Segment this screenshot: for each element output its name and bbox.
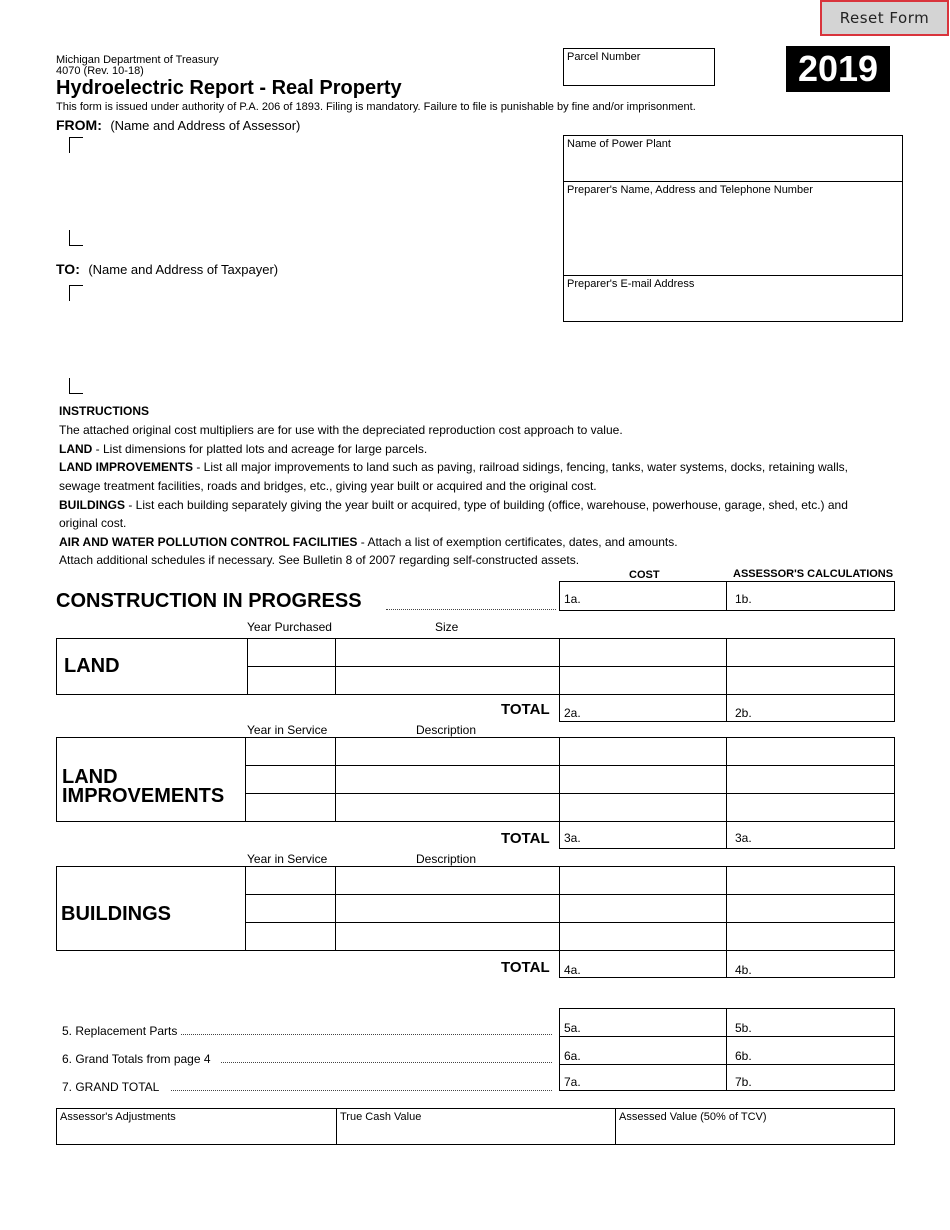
to-corner-bottom xyxy=(69,378,83,394)
parcel-number-label: Parcel Number xyxy=(567,51,641,63)
land-total-cost-field[interactable] xyxy=(559,694,727,722)
to-section xyxy=(56,261,278,279)
land-text: - List dimensions for platted lots and acreage for large parcels. xyxy=(92,442,428,456)
to-label: TO: xyxy=(56,261,80,277)
grand-totals-page4-label: 6. Grand Totals from page 4 xyxy=(62,1052,211,1066)
li-total-cost-field[interactable] xyxy=(559,821,727,849)
bld-description-heading: Description xyxy=(416,852,477,866)
to-corner-top xyxy=(69,285,83,301)
li-row-divider xyxy=(245,793,895,794)
bld-divider xyxy=(726,866,727,951)
grand-total-label: 7. GRAND TOTAL xyxy=(62,1080,160,1094)
power-plant-field[interactable] xyxy=(563,135,903,182)
replacement-parts-assessor-field[interactable] xyxy=(726,1008,895,1037)
grand-total-assessor-label: 7b. xyxy=(735,1075,752,1089)
land-row-divider xyxy=(247,666,895,667)
grand-total-assessor-field[interactable] xyxy=(726,1064,895,1091)
assessor-column-heading: ASSESSOR'S CALCULATIONS xyxy=(733,568,894,580)
taxpayer-address-field[interactable] xyxy=(84,288,544,392)
form-year: 2019 xyxy=(786,46,890,92)
bld-row-divider xyxy=(245,894,895,895)
replacement-parts-label: 5. Replacement Parts xyxy=(62,1024,178,1038)
instructions-attach: Attach additional schedules if necessary. See Bulletin 8 of 2007 regarding self-constructed assets. xyxy=(59,553,580,567)
to-hint: (Name and Address of Taxpayer) xyxy=(88,262,279,277)
li-total-cost-label: 3a. xyxy=(564,831,581,845)
authority-notice: This form is issued under authority of P.A. 206 of 1893. Filing is mandatory. Failure to file is punishable by fine and/or imprisonment. xyxy=(56,101,696,113)
bld-divider xyxy=(245,866,246,951)
preparer-email-field[interactable] xyxy=(563,275,903,322)
bld-total-assessor-label: 4b. xyxy=(735,963,752,977)
grand-totals-page4-assessor-label: 6b. xyxy=(735,1049,752,1063)
cip-cost-label: 1a. xyxy=(564,592,581,606)
assessed-value-label: Assessed Value (50% of TCV) xyxy=(619,1111,767,1123)
power-plant-label: Name of Power Plant xyxy=(567,138,671,150)
instructions-air-water xyxy=(59,535,678,549)
land-key: LAND xyxy=(59,442,93,456)
bld-total-assessor-field[interactable] xyxy=(726,950,895,978)
grand-total-dots xyxy=(171,1090,552,1091)
li-year-heading: Year in Service xyxy=(247,723,328,737)
cip-assessor-label: 1b. xyxy=(735,592,752,606)
li-description-heading: Description xyxy=(416,723,477,737)
instructions-land-improvements xyxy=(59,460,848,474)
bld-divider xyxy=(335,866,336,951)
assessor-address-field[interactable] xyxy=(84,140,544,244)
buildings-title: BUILDINGS xyxy=(61,903,171,925)
land-size-heading: Size xyxy=(435,620,459,634)
land-title: LAND xyxy=(64,655,120,677)
department-name: Michigan Department of Treasury xyxy=(56,54,219,66)
li-divider xyxy=(245,737,246,822)
cip-assessor-field[interactable] xyxy=(726,581,895,611)
grand-totals-page4-cost-label: 6a. xyxy=(564,1049,581,1063)
li-total-assessor-label: 3a. xyxy=(735,831,752,845)
land-total-cost-label: 2a. xyxy=(564,706,581,720)
li-row-divider xyxy=(245,765,895,766)
bld-text: - List each building separately giving the year built or acquired, type of building (office, warehouse, powerhouse, garage, shed, etc.) and xyxy=(125,498,848,512)
replacement-parts-dots xyxy=(181,1034,552,1035)
instructions-intro: The attached original cost multipliers are for use with the depreciated reproduction cost approach to value. xyxy=(59,423,623,437)
instructions-heading: INSTRUCTIONS xyxy=(59,404,149,418)
bld-divider xyxy=(559,866,560,951)
li-total-label: TOTAL xyxy=(501,830,550,847)
instructions-land-improvements-cont: sewage treatment facilities, roads and bridges, etc., giving year built or acquired and the original cost. xyxy=(59,479,597,493)
from-corner-bottom xyxy=(69,230,83,246)
preparer-info-field[interactable] xyxy=(563,181,903,276)
true-cash-value-label: True Cash Value xyxy=(340,1111,422,1123)
from-section xyxy=(56,117,300,135)
assessor-adjustments-label: Assessor's Adjustments xyxy=(60,1111,176,1123)
replacement-parts-cost-label: 5a. xyxy=(564,1021,581,1035)
li-text: - List all major improvements to land such as paving, railroad sidings, fencing, tanks, water systems, docks, retaining walls, xyxy=(193,460,848,474)
bld-row-divider xyxy=(245,922,895,923)
grand-totals-page4-assessor-field[interactable] xyxy=(726,1036,895,1065)
air-key: AIR AND WATER POLLUTION CONTROL FACILITIES xyxy=(59,535,358,549)
instructions-buildings xyxy=(59,498,848,512)
preparer-info-label: Preparer's Name, Address and Telephone Number xyxy=(567,184,813,196)
from-label: FROM: xyxy=(56,117,102,133)
cost-column-heading: COST xyxy=(629,569,660,581)
replacement-parts-cost-field[interactable] xyxy=(559,1008,727,1037)
li-divider xyxy=(335,737,336,822)
land-improvements-table xyxy=(56,737,895,822)
li-divider xyxy=(559,737,560,822)
instructions-buildings-cont: original cost. xyxy=(59,516,127,530)
form-title: Hydroelectric Report - Real Property xyxy=(56,77,402,99)
bld-total-cost-field[interactable] xyxy=(559,950,727,978)
form-number: 4070 (Rev. 10-18) xyxy=(56,65,144,77)
grand-total-cost-field[interactable] xyxy=(559,1064,727,1091)
bld-total-cost-label: 4a. xyxy=(564,963,581,977)
air-text: - Attach a list of exemption certificates, dates, and amounts. xyxy=(357,535,678,549)
li-title-line2: IMPROVEMENTS xyxy=(62,785,225,807)
grand-total-cost-label: 7a. xyxy=(564,1075,581,1089)
reset-form-button[interactable]: Reset Form xyxy=(820,0,949,36)
cip-title: CONSTRUCTION IN PROGRESS xyxy=(56,590,362,612)
cip-leader-dots xyxy=(386,609,556,610)
parcel-number-field[interactable] xyxy=(563,48,715,86)
instructions-land xyxy=(59,442,427,456)
land-total-label: TOTAL xyxy=(501,701,550,718)
preparer-email-label: Preparer's E-mail Address xyxy=(567,278,695,290)
land-total-assessor-field[interactable] xyxy=(726,694,895,722)
grand-totals-page4-cost-field[interactable] xyxy=(559,1036,727,1065)
assessed-value-field[interactable] xyxy=(615,1108,895,1145)
bld-total-label: TOTAL xyxy=(501,959,550,976)
grand-totals-page4-dots xyxy=(221,1062,552,1063)
from-hint: (Name and Address of Assessor) xyxy=(110,118,301,133)
assessor-adjustments-field[interactable] xyxy=(56,1108,337,1145)
li-divider xyxy=(726,737,727,822)
buildings-table xyxy=(56,866,895,951)
bld-year-heading: Year in Service xyxy=(247,852,328,866)
land-year-heading: Year Purchased xyxy=(247,620,332,634)
from-corner-top xyxy=(69,137,83,153)
li-total-assessor-field[interactable] xyxy=(726,821,895,849)
land-total-assessor-label: 2b. xyxy=(735,706,752,720)
replacement-parts-assessor-label: 5b. xyxy=(735,1021,752,1035)
li-key: LAND IMPROVEMENTS xyxy=(59,460,194,474)
cip-cost-field[interactable] xyxy=(559,581,727,611)
li-title-line1: LAND xyxy=(62,766,118,788)
true-cash-value-field[interactable] xyxy=(336,1108,616,1145)
bld-key: BUILDINGS xyxy=(59,498,125,512)
